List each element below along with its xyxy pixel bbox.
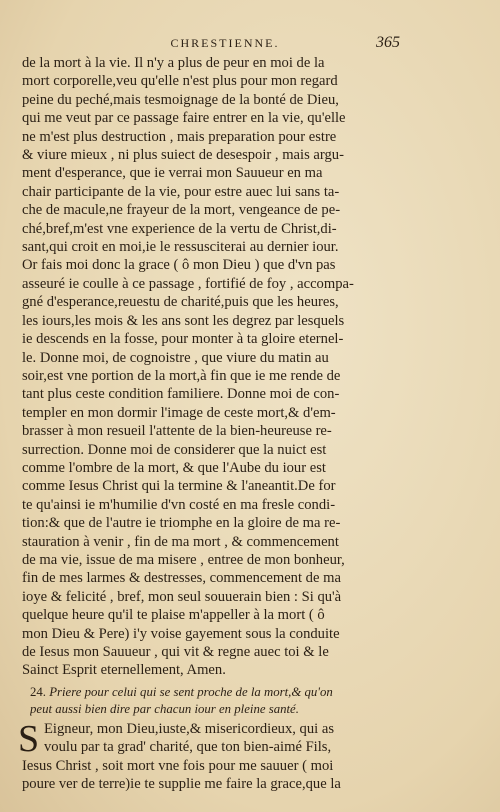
text-line: comme l'ombre de la mort, & que l'Aube du iour est [22,459,326,476]
prayer-number: 24. [30,685,46,699]
prayer-title-line: peut aussi bien dire par chacun iour en pleine santé. [30,702,299,716]
text-line: comme Iesus Christ qui la termine & l'aneantit.De for [22,478,336,495]
text-line: brasser à mon resueil l'attente de la bien-heureuse re- [22,423,332,440]
prayer-heading-line [30,684,394,701]
text-line: templer en mon dormir l'image de ceste mort,& d'em- [22,404,336,421]
drop-cap: S [18,718,40,760]
body-text [22,54,394,680]
text-line: poure ver de terre)ie te supplie me faire la grace,que la [22,776,341,793]
prayer-title-line: Priere pour celui qui se sent proche de la mort,& qu'on [49,685,333,699]
page-number: 365 [376,34,400,51]
text-line: de la mort à la vie. Il n'y a plus de peur en moi de la [22,55,325,71]
text-line: ioye & felicité , bref, mon seul souuerain bien : Si qu'à [22,588,342,605]
text-line: peine du peché,mais tesmoignage de la bonté de Dieu, [22,91,339,108]
running-head: CHRESTIENNE. [170,36,280,50]
text-line: ie descends en la fosse, pour monter à ta gloire eternel- [22,331,344,348]
text-line: quelque heure qu'il te plaise m'appeller à la mort ( ô [22,607,325,624]
text-line: de Iesus mon Sauueur , qui vit & regne auec toi & le [22,644,329,660]
prayer-heading [30,684,394,718]
text-line: mort corporelle,veu qu'elle n'est plus pour mon regard [22,73,338,90]
text-line: stauration à venir , fin de ma mort , & commencement [22,533,339,550]
text-line: che de macule,ne frayeur de la mort, vengeance de pe- [22,202,341,219]
text-line: gné d'esperance,reuestu de charité,puis que les heures, [22,294,339,311]
text-line: surrection. Donne moi de considerer que la nuict est [22,441,327,458]
text-line: & viure mieux , ni plus suiect de desespoir , mais argu- [22,147,344,164]
text-line: ché,bref,m'est vne experience de la vertu de Christ,di- [22,220,337,237]
text-line: sant,qui croit en moi,ie le ressusciterai au dernier iour. [22,239,339,256]
prayer-body [22,720,394,794]
text-line: voulu par ta grad' charité, que ton bien-aimé Fils, [44,739,332,756]
text-line: te qu'ainsi ie m'humilie d'vn costé en ma fresle condi- [22,496,336,513]
text-line: qui me veut par ce passage faire entrer en la vie, qu'elle [22,110,346,127]
text-line: asseuré ie coulle à ce passage , fortifié de foy , accompa- [22,275,354,292]
text-line: fin de mes larmes & destresses, commencement de ma [22,570,341,587]
text-line: les iours,les mois & les ans sont les degrez par lesquels [22,312,345,329]
text-line: tant plus ceste condition familiere. Donne moi de con- [22,386,340,403]
text-line: soir,est vne portion de la mort,à fin que ie me rende de [22,367,341,384]
text-line: Or fais moi donc la grace ( ô mon Dieu ) que d'vn pas [22,257,336,274]
text-line: chair participante de la vie, pour estre auec lui sans ta- [22,183,340,200]
text-line: de ma vie, issue de ma misere , entree de mon bonheur, [22,551,345,568]
text-line: le. Donne moi, de cognoistre , que viure du matin au [22,349,329,366]
text-line: Sainct Esprit eternellement, Amen. [22,662,226,679]
text-line: Eigneur, mon Dieu,iuste,& misericordieux, qui as [44,721,335,737]
text-line: mon Dieu & Pere) i'y voise gayement sous la conduite [22,625,340,642]
text-line: ne m'est plus destruction , mais preparation pour estre [22,128,337,145]
text-line: tion:& que de l'autre ie triomphe en la gloire de ma re- [22,515,341,532]
text-line: Iesus Christ , soit mort vne fois pour me sauuer ( moi [22,757,334,774]
text-line: ment d'esperance, que ie verrai mon Sauueur en ma [22,165,323,182]
